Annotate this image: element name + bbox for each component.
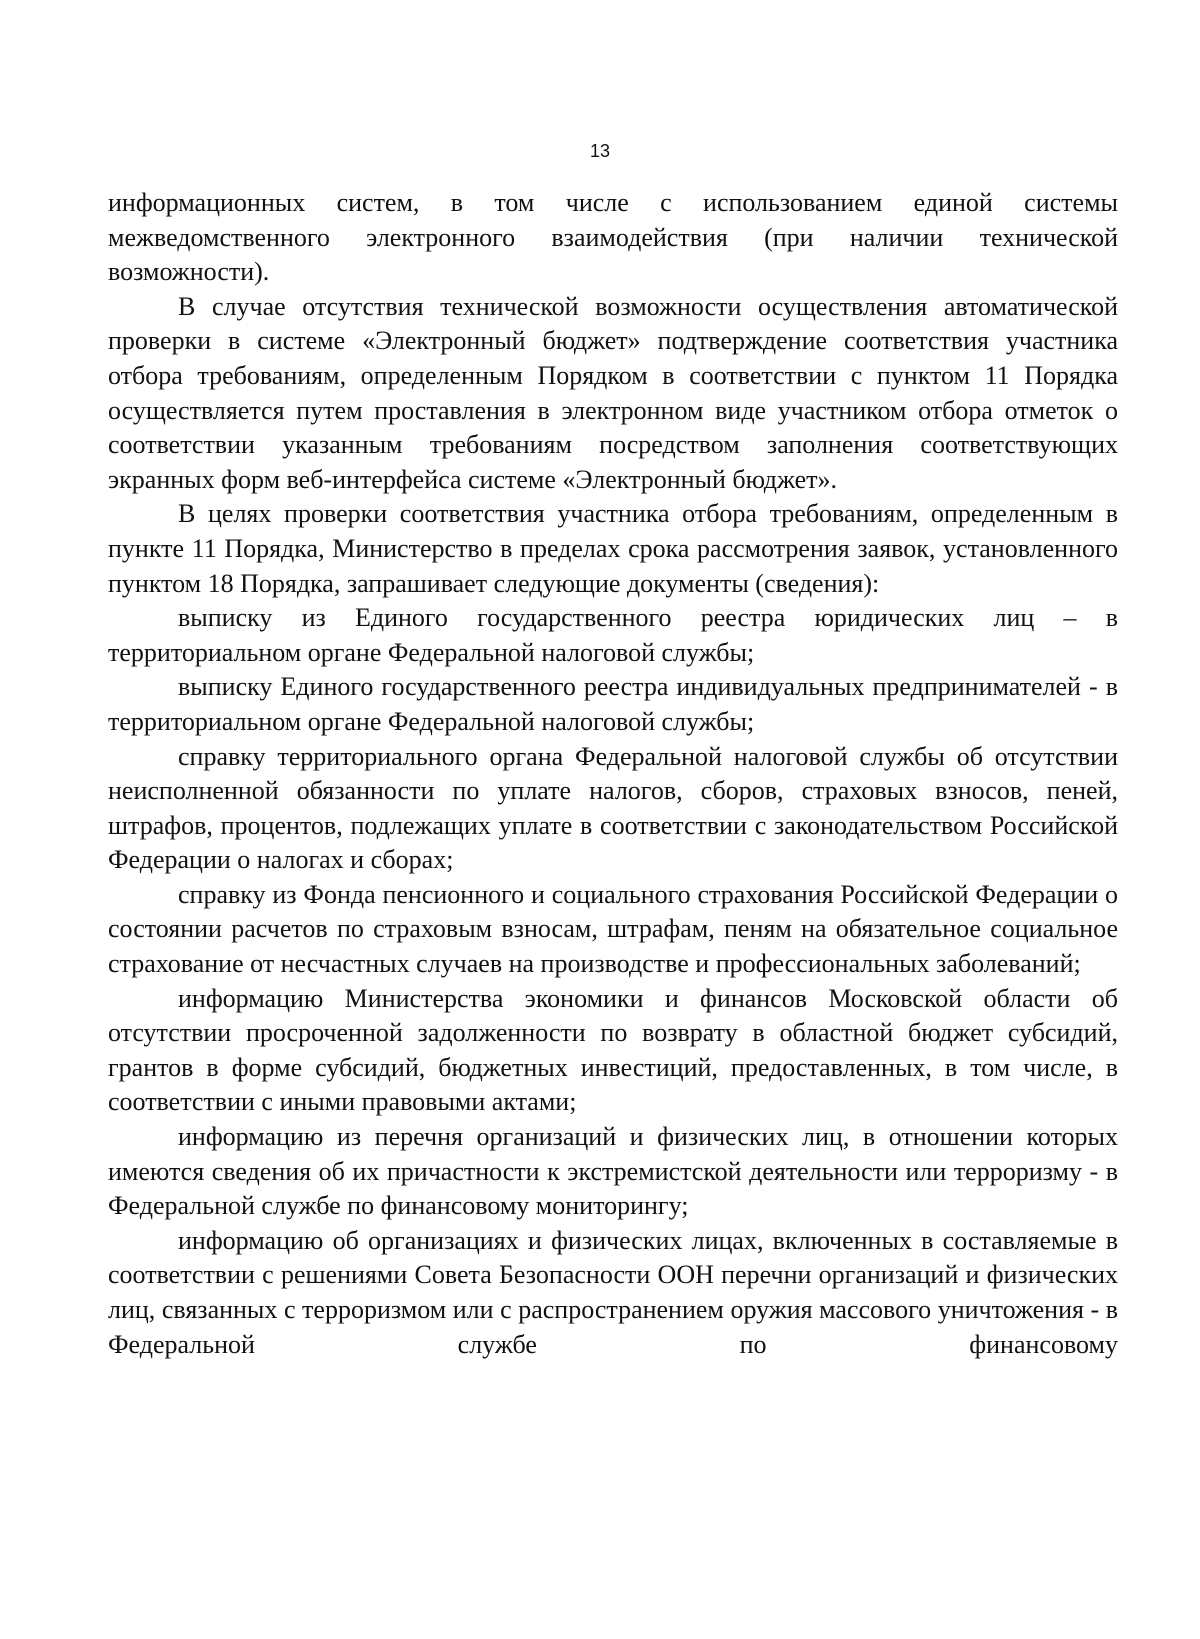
- list-item-extremism-list-info: информацию из перечня организаций и физических лиц, в отношении которых имеются сведения об их причастности к экстремистской деятельности или терроризму - в Федеральной службе по финансовому мониторингу;: [108, 1122, 1118, 1221]
- paragraph-automatic-check: В случае отсутствия технической возможности осуществления автоматической проверки в системе «Электронный бюджет» подтверждение соответствия участника отбора требованиям, определенным Порядком в соответствии с пунктом 11 Порядка осуществляется путем проставления в электронном виде участником отбора отметок о соответствии указанным требованиям посредством заполнения соответствующих экранных форм веб-интерфейса системе «Электронный бюджет».: [108, 291, 1118, 494]
- page-number: 13: [589, 141, 611, 161]
- list-item-pension-fund-certificate: справку из Фонда пенсионного и социального страхования Российской Федерации о состоянии расчетов по страховым взносам, штрафам, пеням на обязательное социальное страхование от несчастных случаев на производстве и профессиональных заболеваний;: [108, 879, 1118, 979]
- list-item-ministry-economy-info: информацию Министерства экономики и финансов Московской области об отсутствии просроченной задолженности по возврату в областной бюджет субсидий, грантов в форме субсидий, бюджетных инвестиций, предоставленных, в том числе, в соответствии с иными правовыми актами;: [108, 983, 1118, 1117]
- list-item-un-sanctions-info: информацию об организациях и физических лицах, включенных в составляемые в соответствии с решениями Совета Безопасности ООН перечни организаций и физических лиц, связанных с терроризмом или с распространением оружия массового уничтожения - в Федеральной службе по финансовому: [108, 1225, 1118, 1359]
- list-item-egrip-extract: выписку Единого государственного реестра индивидуальных предпринимателей - в территориальном органе Федеральной налоговой службы;: [108, 672, 1118, 736]
- paragraph-document-request: В целях проверки соответствия участника отбора требованиям, определенным в пункте 11 Порядка, Министерство в пределах срока рассмотрения заявок, установленного пунктом 18 Порядка, запрашивает следующие документы (сведения):: [108, 499, 1118, 598]
- list-item-egrul-extract: выписку из Единого государственного реестра юридических лиц – в территориальном органе Федеральной налоговой службы;: [108, 603, 1118, 667]
- paragraph-continuation: информационных систем, в том числе с использованием единой системы межведомственного электронного взаимодействия (при наличии технической возможности).: [108, 188, 1118, 287]
- document-body: [108, 186, 1118, 1362]
- list-item-tax-certificate: справку территориального органа Федеральной налоговой службы об отсутствии неисполненной обязанности по уплате налогов, сборов, страховых взносов, пеней, штрафов, процентов, подлежащих уплате в соответствии с законодательством Российской Федерации о налогах и сборах;: [108, 741, 1118, 875]
